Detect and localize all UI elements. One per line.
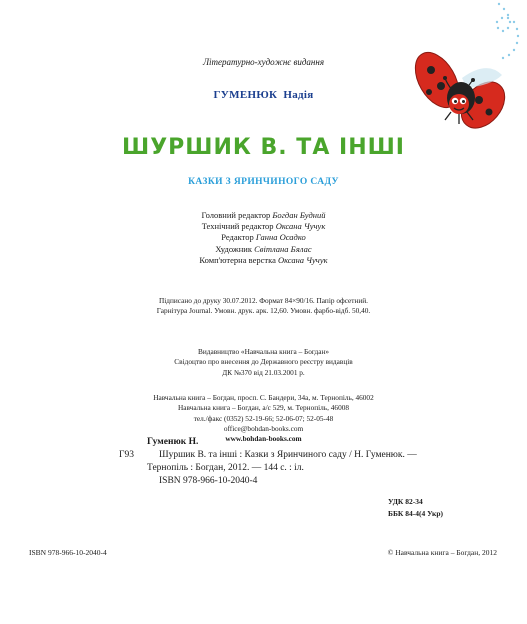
staff-credits xyxy=(0,210,527,266)
author-name xyxy=(0,89,527,101)
author-surname: ГУМЕНЮК xyxy=(213,89,278,101)
book-title: ШУРШИК В. ТА ІНШІ xyxy=(122,135,405,160)
imprint-line: Підписано до друку 30.07.2012. Формат 84×90/16. Папір офсетний. xyxy=(158,296,368,305)
flight-path-dots xyxy=(496,3,519,59)
publisher-info xyxy=(0,347,527,378)
website-link[interactable]: www.bohdan-books.com xyxy=(225,434,302,444)
card-line-1: Шуршик В. та інші : Казки з Яринчиного саду / Н. Гуменюк. — xyxy=(159,450,417,460)
imprint-line: Гарнітура Journal. Умовн. друк. арк. 12,60. Умовн. фарбо-відб. 50,40. xyxy=(156,306,371,316)
staff-line: Редактор Ганна Осадко xyxy=(221,232,306,243)
staff-line: Технічний редактор Оксана Чучук xyxy=(201,221,326,232)
classification-codes xyxy=(388,496,443,519)
print-imprint xyxy=(0,296,527,317)
publisher-line: ДК №370 від 21.03.2001 р. xyxy=(222,367,305,377)
edition-type: Літературно-художнє видання xyxy=(202,57,325,67)
address-line: Навчальна книга – Богдан, просп. С. Бандери, 34а, м. Тернопіль, 46002 xyxy=(153,393,374,402)
catalog-card xyxy=(119,436,459,496)
card-code: Г93 xyxy=(119,450,134,460)
footer-isbn: ISBN 978-966-10-2040-4 xyxy=(29,548,107,557)
card-line-2: Тернопіль : Богдан, 2012. — 144 с. : іл. xyxy=(147,463,304,473)
address-line: тел./факс (0352) 52-19-66; 52-06-07; 52-05-48 xyxy=(193,413,334,423)
bbk-code: ББК 84-4(4 Укр) xyxy=(388,508,443,518)
email-link[interactable]: office@bohdan-books.com xyxy=(223,423,304,433)
publisher-line: Видавництво «Навчальна книга – Богдан» xyxy=(197,347,330,356)
ladybug-illustration xyxy=(407,0,527,150)
staff-line: Головний редактор Богдан Будний xyxy=(201,210,326,220)
card-heading: Гуменюк Н. xyxy=(147,437,199,447)
footer-copyright: © Навчальна книга – Богдан, 2012 xyxy=(387,548,497,557)
book-subtitle: КАЗКИ З ЯРИНЧИНОГО САДУ xyxy=(188,177,339,187)
publisher-line: Свідоцтво про внесення до Державного реєстру видавців xyxy=(174,357,353,367)
staff-line: Художник Світлана Бялас xyxy=(215,243,312,254)
author-firstname: Надія xyxy=(283,89,314,101)
staff-line: Комп'ютерна верстка Оксана Чучук xyxy=(199,254,328,265)
udk-code: УДК 82-34 xyxy=(388,497,423,506)
address-line: Навчальна книга – Богдан, а/с 529, м. Тернопіль, 46008 xyxy=(177,403,350,413)
card-isbn: ISBN 978-966-10-2040-4 xyxy=(159,476,258,486)
